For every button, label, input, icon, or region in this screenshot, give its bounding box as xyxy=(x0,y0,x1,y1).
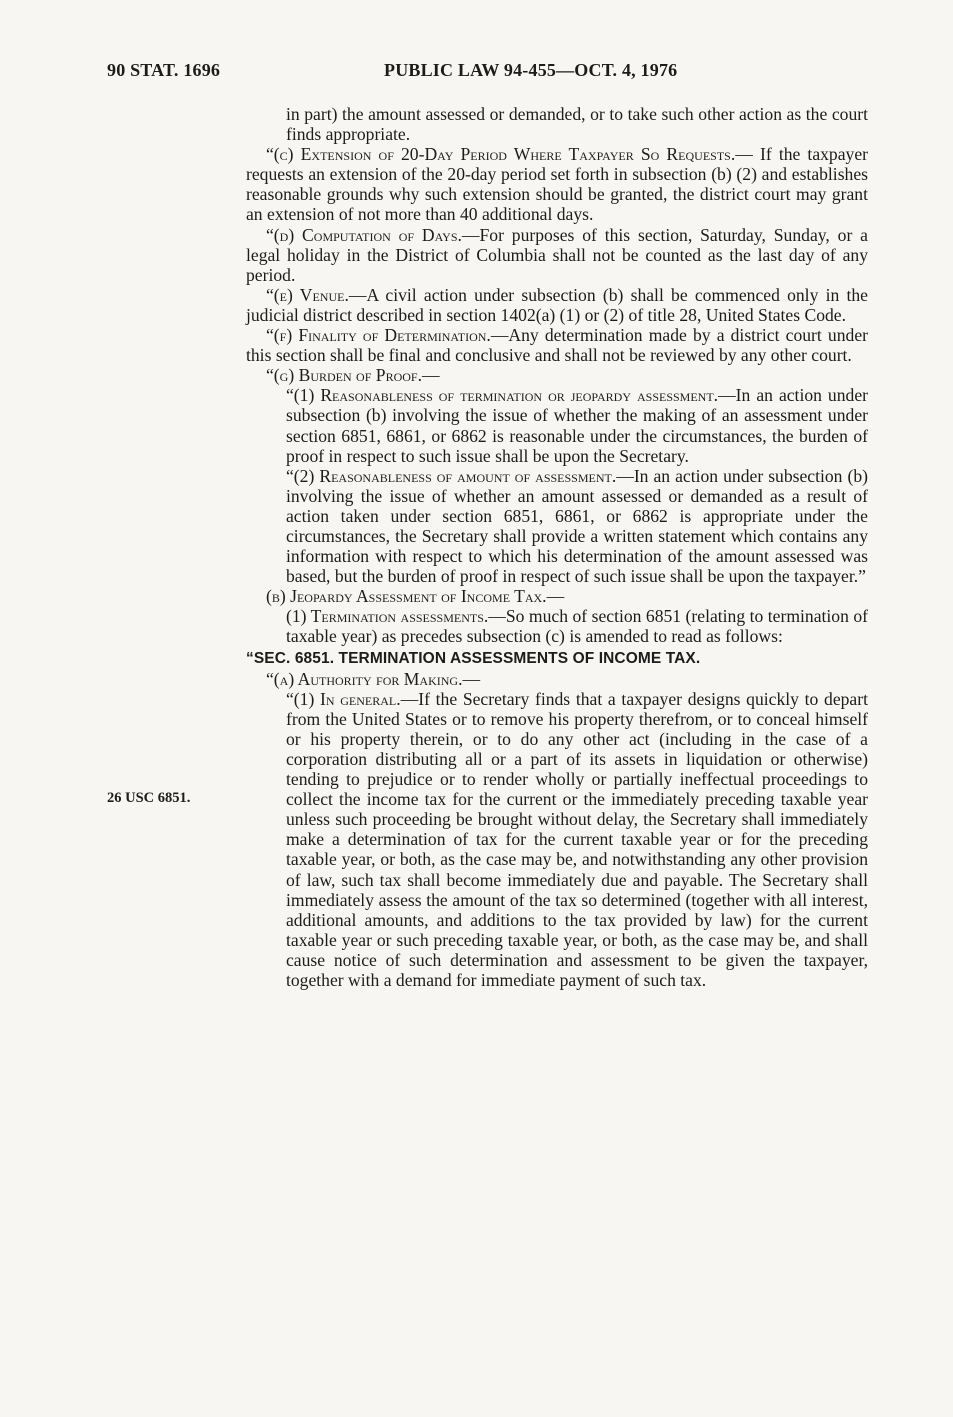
paragraph-sec-a xyxy=(246,669,868,689)
heading-c: “(c) Extension of 20-Day Period Where Taxpayer So Requests.— xyxy=(266,144,753,165)
paragraph-b xyxy=(246,586,868,606)
text-c: If the taxpayer requests an extension of the 20-day period set forth in subsection (b) (2) and establishes reasonable grounds why such extension should be granted, the district court may grant an extension of not more than 40 additional days. xyxy=(246,144,868,225)
paragraph-sec-a1 xyxy=(246,689,868,990)
paragraph-f xyxy=(246,325,868,365)
paragraph-c xyxy=(246,144,868,224)
paragraph-d xyxy=(246,225,868,285)
sec-6851-title: “SEC. 6851. TERMINATION ASSESSMENTS OF INCOME TAX. xyxy=(246,649,701,667)
stat-page-number: 90 STAT. 1696 xyxy=(107,60,221,80)
margin-note-usc: 26 USC 6851. xyxy=(107,790,191,806)
heading-sec-a: “(a) Authority for Making.— xyxy=(266,668,481,689)
heading-e: “(e) Venue.— xyxy=(266,284,367,305)
text-g2: In an action under subsection (b) involving the issue of whether an amount assessed or demanded as a result of action taken under section 6851, 6861, or 6862 is appropriate under the circumstances, the Secretary shall provide a written statement which contains any information with respect to which his determination of the amount assessed was based, but the burden of proof in respect of such issue shall be upon the taxpayer.” xyxy=(286,465,868,587)
heading-g: “(g) Burden of Proof.— xyxy=(266,365,440,386)
text-d: For purposes of this section, Saturday, Sunday, or a legal holiday in the District of Columbia shall not be counted as the last day of any period. xyxy=(246,224,868,285)
heading-d: “(d) Computation of Days.— xyxy=(266,224,480,245)
heading-g1: “(1) Reasonableness of termination or jeopardy assessment.— xyxy=(286,385,736,406)
text-sec-a1: If the Secretary finds that a taxpayer designs quickly to depart from the United States or to remove his property therefrom, or to conceal himself or his property therein, or to do any other act (including in the case of a corporation distributing all or a part of its assets in liquidation or otherwise) tending to prejudice or to render wholly or partially ineffectual proceedings to collect the income tax for the current or the immediately preceding taxable year unless such proceeding be brought without delay, the Secretary shall immediately make a determination of tax for the current taxable year or for the preceding taxable year, or both, as the case may be, and notwithstanding any other provision of law, such tax shall become immediately due and payable. The Secretary shall immediately assess the amount of the tax so determined (together with all interest, additional amounts, and additions to the tax provided by law) for the current taxable year or such preceding taxable year, or both, as the case may be, and shall cause notice of such determination and assessment to be given the taxpayer, together with a demand for immediate payment of such tax. xyxy=(286,688,868,991)
heading-sec-a1: “(1) In general.— xyxy=(286,688,419,709)
text-e: A civil action under subsection (b) shall be commenced only in the judicial district described in section 1402(a) (1) or (2) of title 28, United States Code. xyxy=(246,284,868,325)
text-f: Any determination made by a district court under this section shall be final and conclusive and shall not be reviewed by any other court. xyxy=(246,325,868,366)
heading-f: “(f) Finality of Determination.— xyxy=(266,325,509,346)
paragraph-continuation: in part) the amount assessed or demanded, or to take such other action as the court finds appropriate. xyxy=(286,104,868,145)
paragraph-b1 xyxy=(246,606,868,646)
heading-b1: (1) Termination assessments.— xyxy=(286,606,506,627)
text-g1: In an action under subsection (b) involving the issue of whether the making of an assessment under section 6851, 6861, or 6862 is reasonable under the circumstances, the burden of proof in respect to such issue shall be upon the Secretary. xyxy=(286,385,868,466)
heading-g2: “(2) Reasonableness of amount of assessment.— xyxy=(286,465,634,486)
heading-b: (b) Jeopardy Assessment of Income Tax.— xyxy=(266,586,565,607)
paragraph-g2 xyxy=(246,466,868,587)
body-text xyxy=(246,104,868,990)
paragraph-g xyxy=(246,365,868,385)
paragraph-g1 xyxy=(246,385,868,465)
text-b1: So much of section 6851 (relating to termination of taxable year) as precedes subsection (c) is amended to read as follows: xyxy=(286,606,868,647)
section-heading-6851 xyxy=(246,647,868,669)
paragraph-e xyxy=(246,285,868,325)
page-title: PUBLIC LAW 94-455—OCT. 4, 1976 xyxy=(384,60,678,80)
